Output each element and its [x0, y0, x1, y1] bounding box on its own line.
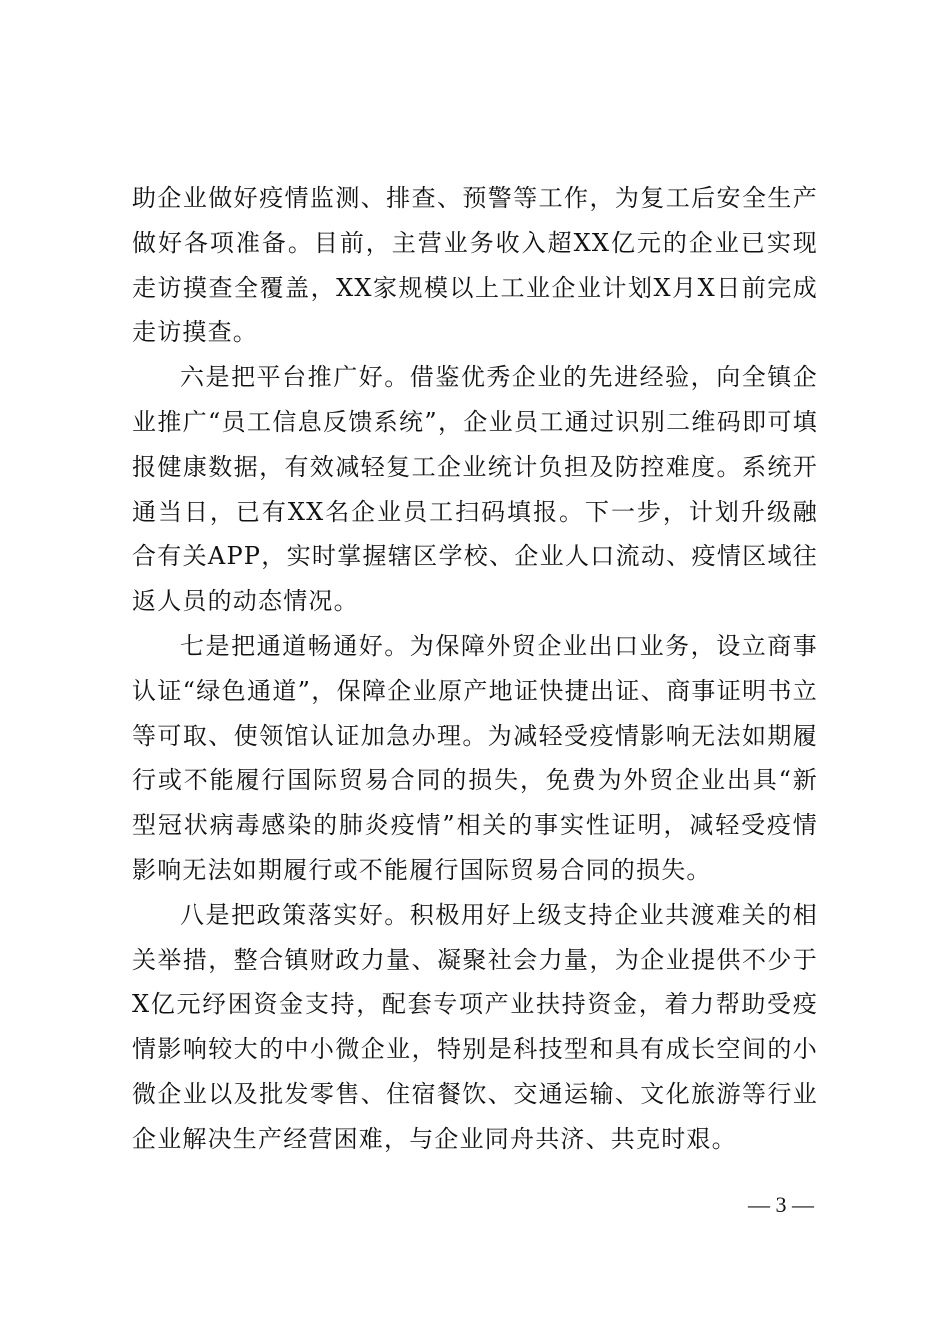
page-number: — 3 — — [748, 1192, 814, 1217]
document-body — [132, 176, 818, 1162]
paragraph-continued: 助企业做好疫情监测、排查、预警等工作，为复工后安全生产做好各项准备。目前，主营业务收入超XX亿元的企业已实现走访摸查全覆盖，XX家规模以上工业企业计划X月X日前完成走访摸查。 — [132, 184, 818, 347]
paragraph-channel-smooth: 七是把通道畅通好。为保障外贸企业出口业务，设立商事认证“绿色通道”，保障企业原产地证快捷出证、商事证明书立等可取、使领馆认证加急办理。为减轻受疫情影响无法如期履行或不能履行国际贸易合同的损失，免费为外贸企业出具“新型冠状病毒感染的肺炎疫情”相关的事实性证明，减轻受疫情影响无法如期履行或不能履行国际贸易合同的损失。 — [132, 631, 818, 884]
paragraph-platform-promotion: 六是把平台推广好。借鉴优秀企业的先进经验，向全镇企业推广“员工信息反馈系统”，企业员工通过识别二维码即可填报健康数据，有效减轻复工企业统计负担及防控难度。系统开通当日，已有XX名企业员工扫码填报。下一步，计划升级融合有关APP，实时掌握辖区学校、企业人口流动、疫情区域往返人员的动态情况。 — [132, 363, 818, 616]
paragraph-policy-implementation: 八是把政策落实好。积极用好上级支持企业共渡难关的相关举措，整合镇财政力量、凝聚社会力量，为企业提供不少于X亿元纾困资金支持，配套专项产业扶持资金，着力帮助受疫情影响较大的中小微企业，特别是科技型和具有成长空间的小微企业以及批发零售、住宿餐饮、交通运输、文化旅游等行业企业解决生产经营困难，与企业同舟共济、共克时艰。 — [132, 900, 818, 1153]
